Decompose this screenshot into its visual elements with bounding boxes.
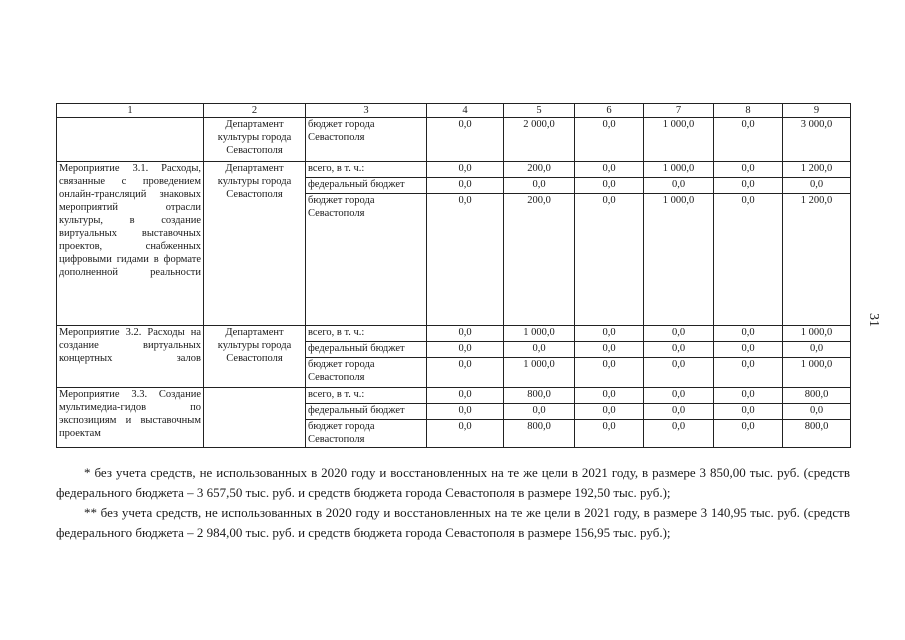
- value-cell: 0,0: [427, 194, 504, 326]
- table-row: [57, 118, 851, 162]
- value-cell: 0,0: [714, 388, 783, 404]
- department-cell: Департамент культуры города Севастополя: [204, 118, 306, 162]
- value-cell: 0,0: [783, 178, 851, 194]
- activity-description: Мероприятие 3.1. Расходы, связанные с проведением онлайн-трансляций знаковых мероприятий отрасли культуры, в создание виртуальных выставочных проектов, снабженных цифровыми гидами в формате дополненной реальности: [57, 162, 204, 326]
- value-cell: 0,0: [427, 326, 504, 342]
- footnote: ** без учета средств, не использованных в 2020 году и восстановленных на те же цели в 2021 году, в размере 3 140,95 тыс. руб. (средств федерального бюджета – 2 984,00 тыс. руб. и средств бюджета города Севастополя в размере 156,95 тыс. руб.);: [56, 505, 850, 540]
- value-cell: 800,0: [504, 420, 575, 448]
- value-cell: 0,0: [644, 404, 714, 420]
- header-cell: 6: [575, 104, 644, 118]
- value-cell: 0,0: [575, 358, 644, 388]
- funding-source-cell: бюджет города Севастополя: [306, 118, 427, 162]
- value-cell: 1 200,0: [783, 194, 851, 326]
- value-cell: 0,0: [575, 342, 644, 358]
- funding-source-cell: федеральный бюджет: [306, 342, 427, 358]
- header-cell: 8: [714, 104, 783, 118]
- funding-source-cell: бюджет города Севастополя: [306, 358, 427, 388]
- value-cell: 0,0: [427, 420, 504, 448]
- value-cell: 0,0: [427, 388, 504, 404]
- funding-source-cell: бюджет города Севастополя: [306, 194, 427, 326]
- value-cell: 0,0: [644, 178, 714, 194]
- funding-source-cell: всего, в т. ч.:: [306, 162, 427, 178]
- value-cell: 0,0: [575, 194, 644, 326]
- activity-description: Мероприятие 3.3. Создание мультимедиа-гидов по экспозициям и выставочным проектам: [57, 388, 204, 448]
- value-cell: 0,0: [714, 420, 783, 448]
- value-cell: 0,0: [504, 342, 575, 358]
- department-cell: Департамент культуры города Севастополя: [204, 162, 306, 326]
- description-cell: [57, 118, 204, 162]
- value-cell: 0,0: [714, 162, 783, 178]
- value-cell: 0,0: [427, 342, 504, 358]
- value-cell: 1 200,0: [783, 162, 851, 178]
- value-cell: 0,0: [427, 162, 504, 178]
- budget-table: [56, 103, 851, 448]
- header-cell: 2: [204, 104, 306, 118]
- funding-source-cell: всего, в т. ч.:: [306, 326, 427, 342]
- value-cell: 0,0: [644, 358, 714, 388]
- value-cell: 0,0: [575, 178, 644, 194]
- funding-source-cell: федеральный бюджет: [306, 178, 427, 194]
- value-cell: 0,0: [427, 358, 504, 388]
- funding-source-cell: федеральный бюджет: [306, 404, 427, 420]
- header-cell: 3: [306, 104, 427, 118]
- value-cell: 0,0: [575, 420, 644, 448]
- value-cell: 0,0: [575, 404, 644, 420]
- value-cell: 800,0: [783, 420, 851, 448]
- value-cell: 1 000,0: [504, 326, 575, 342]
- value-cell: 0,0: [714, 404, 783, 420]
- value-cell: 1 000,0: [644, 118, 714, 162]
- value-cell: 0,0: [504, 404, 575, 420]
- value-cell: 0,0: [575, 118, 644, 162]
- table-row: [57, 388, 851, 404]
- page-number: 31: [866, 313, 881, 327]
- value-cell: 0,0: [575, 162, 644, 178]
- value-cell: 0,0: [714, 178, 783, 194]
- header-cell: 9: [783, 104, 851, 118]
- funding-source-cell: всего, в т. ч.:: [306, 388, 427, 404]
- value-cell: 0,0: [427, 118, 504, 162]
- value-cell: 800,0: [504, 388, 575, 404]
- value-cell: 1 000,0: [644, 162, 714, 178]
- value-cell: 0,0: [644, 342, 714, 358]
- value-cell: 0,0: [714, 118, 783, 162]
- activity-description: Мероприятие 3.2. Расходы на создание виртуальных концертных залов: [57, 326, 204, 388]
- value-cell: 3 000,0: [783, 118, 851, 162]
- header-cell: 1: [57, 104, 204, 118]
- value-cell: 2 000,0: [504, 118, 575, 162]
- department-cell: Департамент культуры города Севастополя: [204, 326, 306, 388]
- value-cell: 0,0: [714, 342, 783, 358]
- funding-source-cell: бюджет города Севастополя: [306, 420, 427, 448]
- value-cell: 0,0: [427, 404, 504, 420]
- value-cell: 0,0: [714, 194, 783, 326]
- value-cell: 0,0: [714, 358, 783, 388]
- value-cell: 0,0: [575, 388, 644, 404]
- header-cell: 7: [644, 104, 714, 118]
- value-cell: 0,0: [783, 342, 851, 358]
- value-cell: 1 000,0: [504, 358, 575, 388]
- value-cell: 1 000,0: [783, 326, 851, 342]
- footnote: * без учета средств, не использованных в 2020 году и восстановленных на те же цели в 2021 году, в размере 3 850,00 тыс. руб. (средств федерального бюджета – 3 657,50 тыс. руб. и средств бюджета города Севастополя в размере 192,50 тыс. руб.);: [56, 465, 850, 500]
- value-cell: 0,0: [427, 178, 504, 194]
- value-cell: 800,0: [783, 388, 851, 404]
- value-cell: 0,0: [714, 326, 783, 342]
- value-cell: 1 000,0: [644, 194, 714, 326]
- value-cell: 0,0: [575, 326, 644, 342]
- department-cell: [204, 388, 306, 448]
- value-cell: 0,0: [644, 326, 714, 342]
- table-row: [57, 162, 851, 178]
- value-cell: 0,0: [644, 420, 714, 448]
- value-cell: 200,0: [504, 194, 575, 326]
- table-header-row: [57, 104, 851, 118]
- header-cell: 4: [427, 104, 504, 118]
- value-cell: 0,0: [504, 178, 575, 194]
- table-row: [57, 326, 851, 342]
- header-cell: 5: [504, 104, 575, 118]
- value-cell: 0,0: [644, 388, 714, 404]
- value-cell: 1 000,0: [783, 358, 851, 388]
- footnotes: [56, 463, 850, 543]
- value-cell: 0,0: [783, 404, 851, 420]
- value-cell: 200,0: [504, 162, 575, 178]
